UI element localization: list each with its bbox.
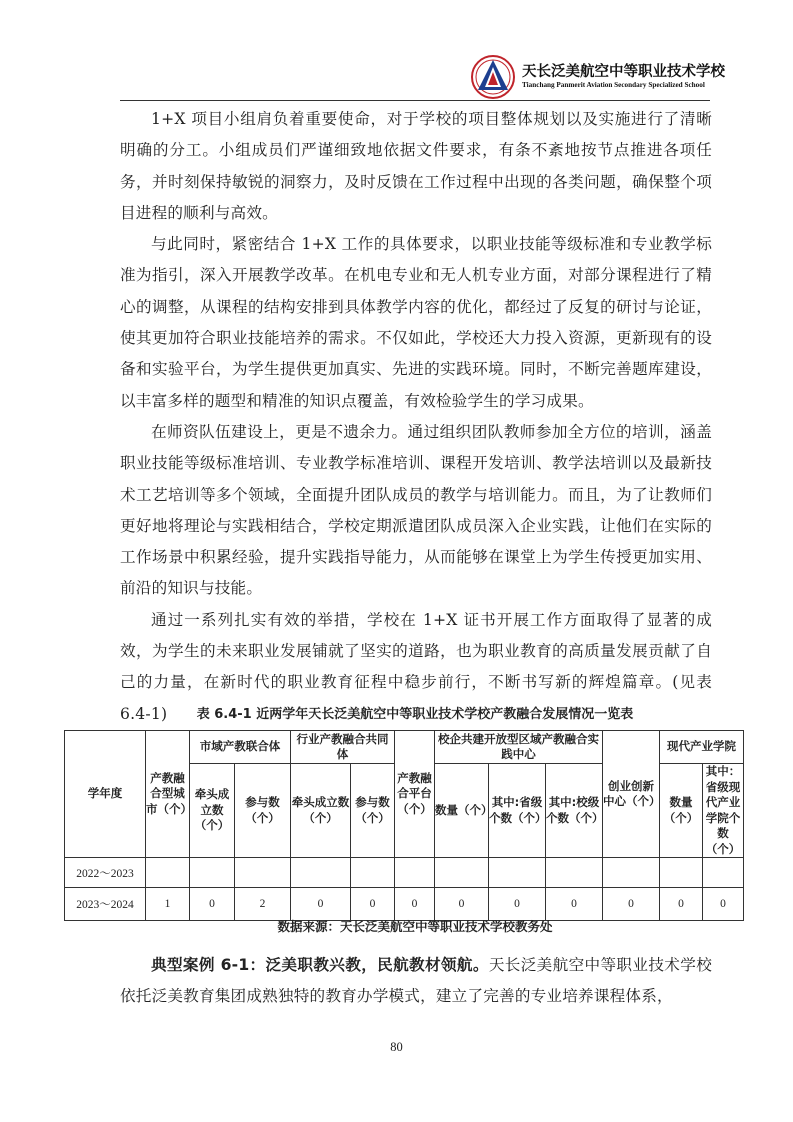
header-group-consortium: 市域产教联合体 (190, 731, 291, 764)
table-cell: 0 (603, 888, 660, 921)
paragraph-4: 通过一系列扎实有效的举措，学校在 1+X 证书开展工作方面取得了显著的成效，为学生的未来职业发展铺就了坚实的道路，也为职业教育的高质量发展贡献了自己的力量，在新时代的职业教育征程中稳步前行，不断书写新的辉煌篇章。(见表 6.4-1) (120, 610, 712, 723)
table-cell (703, 858, 744, 888)
table-source: 数据来源：天长泛美航空中等职业技术学校教务处 (277, 919, 553, 934)
table-cell: 0 (435, 888, 489, 921)
table-cell (489, 858, 546, 888)
page-number: 80 (390, 1040, 403, 1054)
case-title: 典型案例 6-1：泛美职教兴教，民航教材领航。 (151, 956, 489, 974)
table-cell (435, 858, 489, 888)
header-consortium-lead: 牵头成立数（个） (190, 764, 235, 858)
table-cell: 1 (146, 888, 190, 921)
table-cell: 0 (703, 888, 744, 921)
header-group-college: 现代产业学院 (660, 731, 744, 764)
industry-education-table (64, 730, 744, 921)
header-center-school: 其中:校级个数（个） (546, 764, 603, 858)
header-consortium-join: 参与数（个） (235, 764, 291, 858)
header-city: 产教融合型城市（个） (146, 731, 190, 858)
header-college-provincial: 其中：省级现代产业学院个数（个） (703, 764, 744, 858)
header-community-join: 参与数（个） (351, 764, 395, 858)
header-divider (120, 100, 710, 101)
table-cell (351, 858, 395, 888)
table-cell (235, 858, 291, 888)
header-platform: 产教融合平台（个） (395, 731, 435, 858)
table-cell: 0 (395, 888, 435, 921)
table-cell (660, 858, 703, 888)
table-cell: 2 (235, 888, 291, 921)
row-year: 2023～2024 (65, 888, 146, 921)
case-study (120, 950, 712, 1013)
school-logo-triangle-icon (470, 54, 516, 100)
table-cell: 0 (546, 888, 603, 921)
header-group-center: 校企共建开放型区域产教融合实践中心 (435, 731, 603, 764)
table-cell: 0 (660, 888, 703, 921)
paragraph-2: 与此同时，紧密结合 1+X 工作的具体要求，以职业技能等级标准和专业教学标准为指引，深入开展教学改革。在机电专业和无人机专业方面，对部分课程进行了精心的调整，从课程的结构安排到具体教学内容的优化，都经过了反复的研讨与论证，使其更加符合职业技能培养的需求。不仅如此，学校还大力投入资源，更新现有的设备和实验平台，为学生提供更加真实、先进的实践环境。同时，不断完善题库建设，以丰富多样的题型和精准的知识点覆盖，有效检验学生的学习成果。 (120, 235, 712, 410)
header-college-count: 数量（个） (660, 764, 703, 858)
table-cell: 0 (489, 888, 546, 921)
paragraph-1: 1+X 项目小组肩负着重要使命，对于学校的项目整体规划以及实施进行了清晰明确的分工。小组成员们严谨细致地依据文件要求，有条不紊地按节点推进各项任务，并时刻保持敏锐的洞察力，及时反馈在工作过程中出现的各类问题，确保整个项目进程的顺利与高效。 (120, 110, 712, 222)
header-group-community: 行业产教融合共同体 (291, 731, 395, 764)
table-title: 表 6.4-1 近两学年天长泛美航空中等职业技术学校产教融合发展情况一览表 (196, 707, 634, 722)
table-row (65, 888, 744, 921)
table-cell: 0 (351, 888, 395, 921)
table-row (65, 858, 744, 888)
case-text: 天长泛美航空中等职业技术学校依托泛美教育集团成熟独特的教育办学模式，建立了完善的专业培养课程体系， (120, 956, 712, 1006)
header-center-count: 数量（个） (435, 764, 489, 858)
case-paragraph (120, 950, 712, 1013)
header-community-lead: 牵头成立数（个） (291, 764, 351, 858)
header-innovation: 创业创新中心（个） (603, 731, 660, 858)
school-name-en: Tianchang Panmerit Aviation Secondary Specialized School (522, 81, 705, 89)
table-cell (395, 858, 435, 888)
row-year: 2022～2023 (65, 858, 146, 888)
table-cell (190, 858, 235, 888)
table-cell: 0 (291, 888, 351, 921)
header-year: 学年度 (65, 731, 146, 858)
table-cell (146, 858, 190, 888)
paragraph-3: 在师资队伍建设上，更是不遗余力。通过组织团队教师参加全方位的培训，涵盖职业技能等级标准培训、专业教学标准培训、课程开发培训、教学法培训以及最新技术工艺培训等多个领域，全面提升团队成员的教学与培训能力。而且，为了让教师们更好地将理论与实践相结合，学校定期派遣团队成员深入企业实践，让他们在实际的工作场景中积累经验，提升实践指导能力，从而能够在课堂上为学生传授更加实用、前沿的知识与技能。 (120, 422, 712, 598)
table-cell (291, 858, 351, 888)
header-center-provincial: 其中:省级个数（个） (489, 764, 546, 858)
table-cell: 0 (190, 888, 235, 921)
page-header (120, 50, 725, 102)
table-cell (603, 858, 660, 888)
body-text (120, 104, 712, 730)
table-header-row-1 (65, 731, 744, 764)
table-cell (546, 858, 603, 888)
school-name-cn: 天长泛美航空中等职业技术学校 (522, 64, 725, 80)
